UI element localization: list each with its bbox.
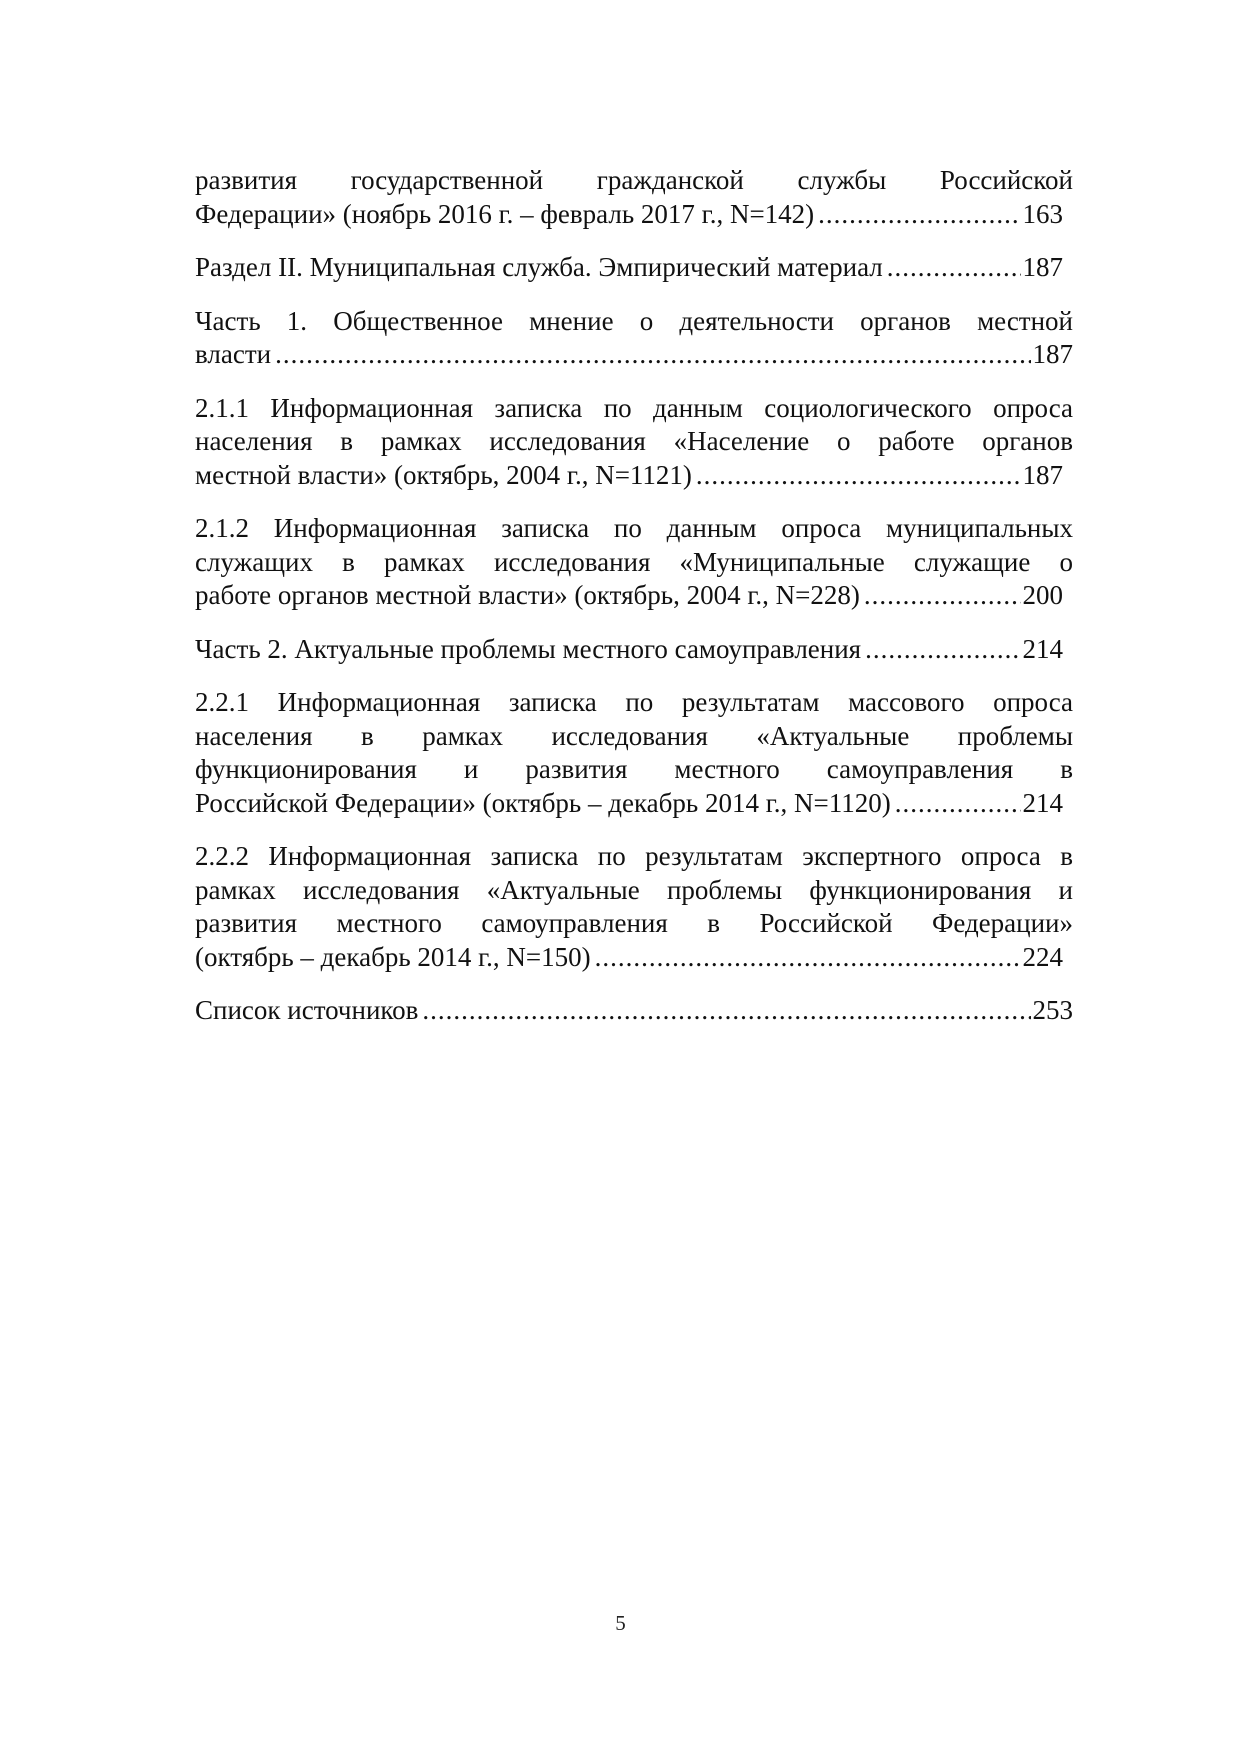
toc-entry-leader-line (195, 633, 1063, 667)
toc-entry-line: 2.1.1 Информационная записка по данным социологического опроса (195, 392, 1073, 423)
toc-page-number: 253 (1032, 995, 1073, 1025)
toc-entry-title: Часть 2. Актуальные проблемы местного самоуправления (195, 633, 862, 664)
toc-entry-title: Список источников (195, 995, 419, 1025)
toc-page-number: 187 (1022, 252, 1063, 282)
toc-entry-title-end: местной власти» (октябрь, 2004 г., N=1121) (195, 459, 692, 490)
dot-leader (422, 994, 1030, 1028)
toc-entry-part-1 (195, 305, 1073, 372)
toc-entry-2-2-1 (195, 686, 1073, 820)
toc-page-number: 214 (1022, 633, 1063, 664)
toc-page-number: 224 (1022, 941, 1063, 972)
dot-leader (595, 941, 1021, 975)
toc-entry-sources (195, 994, 1073, 1028)
toc-entry-leader-line (195, 941, 1063, 975)
toc-entry-line: служащих в рамках исследования «Муниципальные служащие о (195, 546, 1073, 577)
toc-entry-line: развития местного самоуправления в Российской Федерации» (195, 908, 1073, 938)
toc-entry-line: функционирования и развития местного самоуправления в (195, 754, 1073, 784)
toc-entry-line: населения в рамках исследования «Актуальные проблемы (195, 720, 1073, 751)
toc-entry-title-end: Российской Федерации» (октябрь – декабрь 2014 г., N=1120) (195, 787, 891, 818)
toc-page-number: 200 (1022, 580, 1063, 610)
toc-page-number: 163 (1022, 198, 1063, 229)
toc-entry-2-1-1 (195, 392, 1073, 493)
toc-entry-2-2-2 (195, 840, 1073, 974)
toc-entry-leader-line (195, 994, 1073, 1028)
toc-entry-leader-line (195, 459, 1063, 493)
toc-entry-leader-line (195, 338, 1073, 372)
toc-page-number: 187 (1022, 459, 1063, 490)
dot-leader (696, 459, 1021, 493)
toc-entry-line: 2.1.2 Информационная записка по данным опроса муниципальных (195, 513, 1073, 543)
toc-entry-leader-line (195, 579, 1063, 613)
dot-leader (895, 787, 1021, 821)
toc-entry-section-2 (195, 251, 1073, 285)
page-number-footer: 5 (615, 1611, 626, 1635)
toc-page-number: 214 (1022, 787, 1063, 818)
toc-entry-title: Раздел II. Муниципальная служба. Эмпирический материал (195, 252, 883, 282)
toc-entry-line: Часть 1. Общественное мнение о деятельности органов местной (195, 305, 1073, 336)
dot-leader (818, 198, 1020, 232)
toc-entry-title-end: работе органов местной власти» (октябрь, 2004 г., N=228) (195, 580, 860, 610)
toc-entry-line: 2.2.2 Информационная записка по результатам экспертного опроса в (195, 841, 1073, 871)
toc-entry-2-1-2 (195, 512, 1073, 613)
toc-entry-line: населения в рамках исследования «Население о работе органов (195, 426, 1073, 456)
toc-entry-title-end: (октябрь – декабрь 2014 г., N=150) (195, 941, 591, 972)
toc-entry-line: развития государственной гражданской службы Российской (195, 165, 1073, 195)
dot-leader (865, 633, 1020, 667)
toc-entry-part-2 (195, 633, 1073, 667)
toc-entry-line: 2.2.1 Информационная записка по результатам массового опроса (195, 687, 1073, 717)
toc-page-number: 187 (1032, 339, 1073, 369)
dot-leader (864, 579, 1021, 613)
dot-leader (887, 251, 1021, 285)
table-of-contents (195, 164, 1073, 1028)
toc-entry-title-end: Федерации» (ноябрь 2016 г. – февраль 2017 г., N=142) (195, 198, 815, 229)
toc-entry-civil-service-continuation (195, 164, 1073, 231)
toc-entry-leader-line (195, 787, 1063, 821)
dot-leader (275, 338, 1030, 372)
toc-entry-leader-line (195, 251, 1063, 285)
toc-entry-line: рамках исследования «Актуальные проблемы функционирования и (195, 874, 1073, 905)
toc-entry-title-end: власти (195, 339, 272, 369)
toc-entry-leader-line (195, 198, 1063, 232)
